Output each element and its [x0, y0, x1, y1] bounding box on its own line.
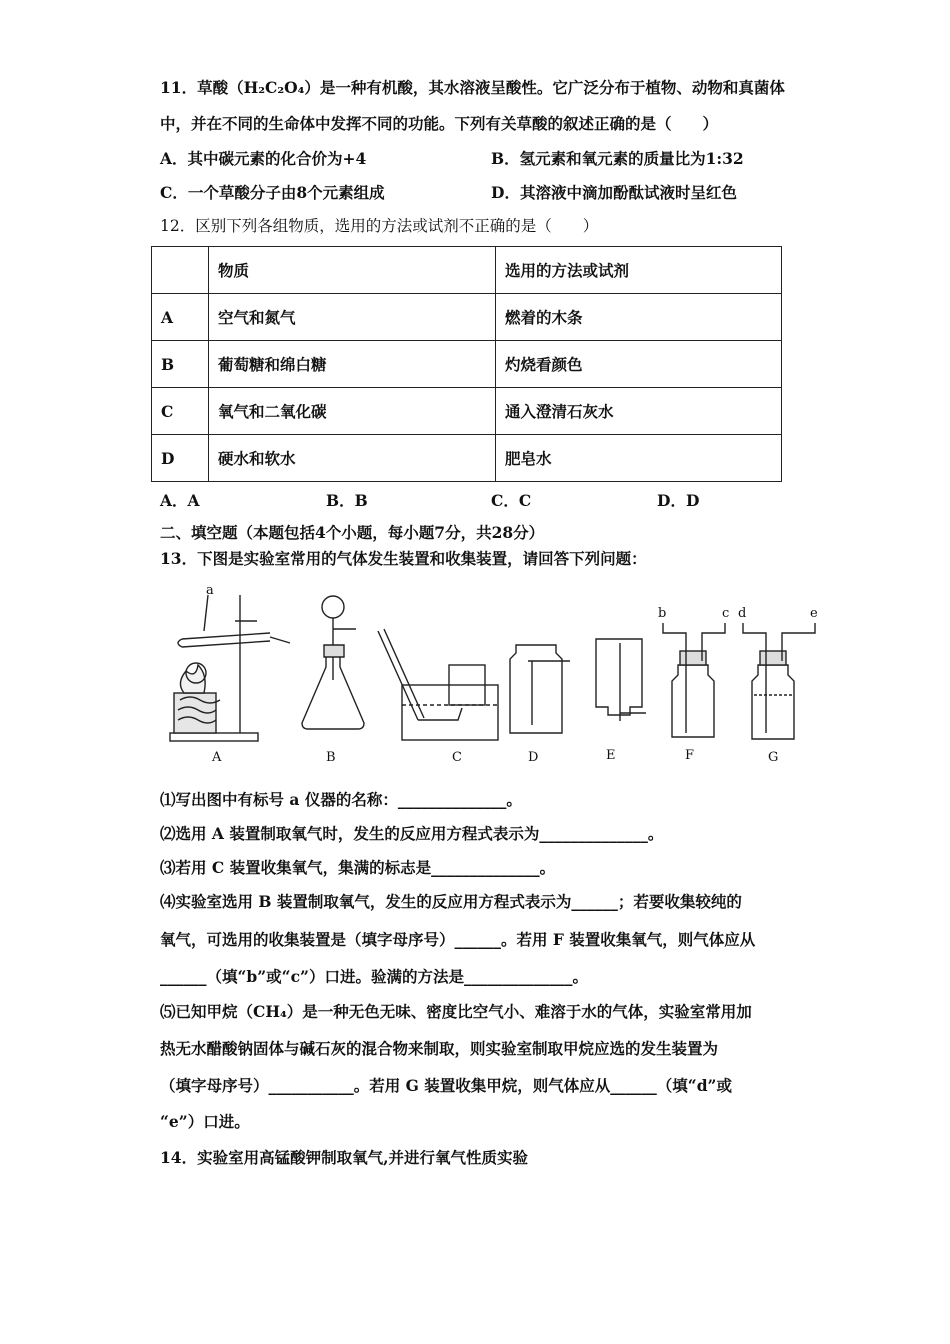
- table-row: [152, 294, 782, 341]
- table-row: [152, 247, 782, 294]
- apparatus-d: [510, 645, 570, 733]
- q12-option-a: A．A: [160, 491, 200, 510]
- q12-option-b: B．B: [326, 491, 368, 510]
- q11-option-a: A．其中碳元素的化合价为+4: [160, 149, 367, 168]
- q12-table: [151, 246, 782, 482]
- q13-part4-line2: 氧气，可选用的收集装置是（填字母序号）______。若用 F 装置收集氧气，则气体应从: [160, 930, 756, 949]
- figure-label-c: C: [452, 750, 462, 765]
- q13-part3: ⑶若用 C 装置收集氧气，集满的标志是______________。: [160, 858, 556, 877]
- row-substance: 氧气和二氧化碳: [209, 388, 496, 435]
- row-letter: D: [152, 435, 209, 482]
- row-letter: A: [152, 294, 209, 341]
- table-header-method: 选用的方法或试剂: [496, 247, 782, 294]
- q11-stem-line1: 11．草酸（H₂C₂O₄）是一种有机酸，其水溶液呈酸性。它广泛分布于植物、动物和真菌体: [160, 78, 785, 97]
- q13-part4-line1: ⑷实验室选用 B 装置制取氧气，发生的反应用方程式表示为______；若要收集较纯的: [160, 892, 742, 911]
- figure-label-a: A: [212, 750, 222, 765]
- q12-option-d: D．D: [657, 491, 700, 510]
- label-a: a: [206, 585, 214, 598]
- row-letter: B: [152, 341, 209, 388]
- label-c: c: [722, 606, 730, 621]
- apparatus-c: [378, 629, 498, 740]
- q13-part5-line1: ⑸已知甲烷（CH₄）是一种无色无味、密度比空气小、难溶于水的气体，实验室常用加: [160, 1002, 752, 1021]
- label-e: e: [810, 606, 818, 621]
- section-heading: 二、填空题（本题包括4个小题，每小题7分，共28分）: [160, 523, 545, 542]
- figure-label-b: B: [326, 750, 336, 765]
- apparatus-e: [596, 639, 646, 721]
- lab-apparatus-figure: [160, 585, 825, 770]
- apparatus-g: [738, 606, 818, 739]
- q13-part2: ⑵选用 A 装置制取氧气时，发生的反应用方程式表示为______________。: [160, 824, 664, 843]
- q13-stem: 13．下图是实验室常用的气体发生装置和收集装置，请回答下列问题：: [160, 549, 647, 568]
- q11-option-b: B．氢元素和氧元素的质量比为1:32: [491, 149, 744, 168]
- table-cell: [152, 247, 209, 294]
- apparatus-b: [302, 596, 364, 729]
- table-row: [152, 435, 782, 482]
- row-letter: C: [152, 388, 209, 435]
- figure-label-f: F: [685, 748, 695, 763]
- q13-part5-line4: “e”）口进。: [160, 1112, 250, 1131]
- row-method: 燃着的木条: [496, 294, 782, 341]
- q11-stem-line2: 中，并在不同的生命体中发挥不同的功能。下列有关草酸的叙述正确的是（ ）: [160, 114, 719, 133]
- table-row: [152, 388, 782, 435]
- q13-part1: ⑴写出图中有标号 a 仪器的名称：______________。: [160, 790, 522, 809]
- q12-stem: 12．区别下列各组物质，选用的方法或试剂不正确的是（ ）: [160, 217, 599, 235]
- figure-label-d: D: [528, 750, 539, 765]
- table-header-substance: 物质: [209, 247, 496, 294]
- q14-stem: 14．实验室用高锰酸钾制取氧气,并进行氧气性质实验: [160, 1148, 528, 1167]
- table-row: [152, 341, 782, 388]
- row-method: 灼烧看颜色: [496, 341, 782, 388]
- row-substance: 葡萄糖和绵白糖: [209, 341, 496, 388]
- row-method: 通入澄清石灰水: [496, 388, 782, 435]
- q12-option-c: C．C: [491, 491, 532, 510]
- label-b: b: [658, 606, 667, 621]
- figure-label-e: E: [606, 748, 616, 763]
- row-substance: 硬水和软水: [209, 435, 496, 482]
- q13-part5-line2: 热无水醋酸钠固体与碱石灰的混合物来制取，则实验室制取甲烷应选的发生装置为: [160, 1039, 719, 1058]
- label-d: d: [738, 606, 747, 621]
- apparatus-f: [658, 606, 729, 737]
- q13-part5-line3: （填字母序号）___________。若用 G 装置收集甲烷，则气体应从______（填“d”或: [160, 1076, 732, 1095]
- q11-option-c: C．一个草酸分子由8个元素组成: [160, 183, 385, 202]
- apparatus-a: [170, 585, 290, 741]
- row-substance: 空气和氮气: [209, 294, 496, 341]
- q11-option-d: D．其溶液中滴加酚酞试液时呈红色: [491, 183, 737, 202]
- q13-part4-line3: ______（填“b”或“c”）口进。验满的方法是______________。: [160, 967, 588, 986]
- figure-label-g: G: [768, 750, 779, 765]
- row-method: 肥皂水: [496, 435, 782, 482]
